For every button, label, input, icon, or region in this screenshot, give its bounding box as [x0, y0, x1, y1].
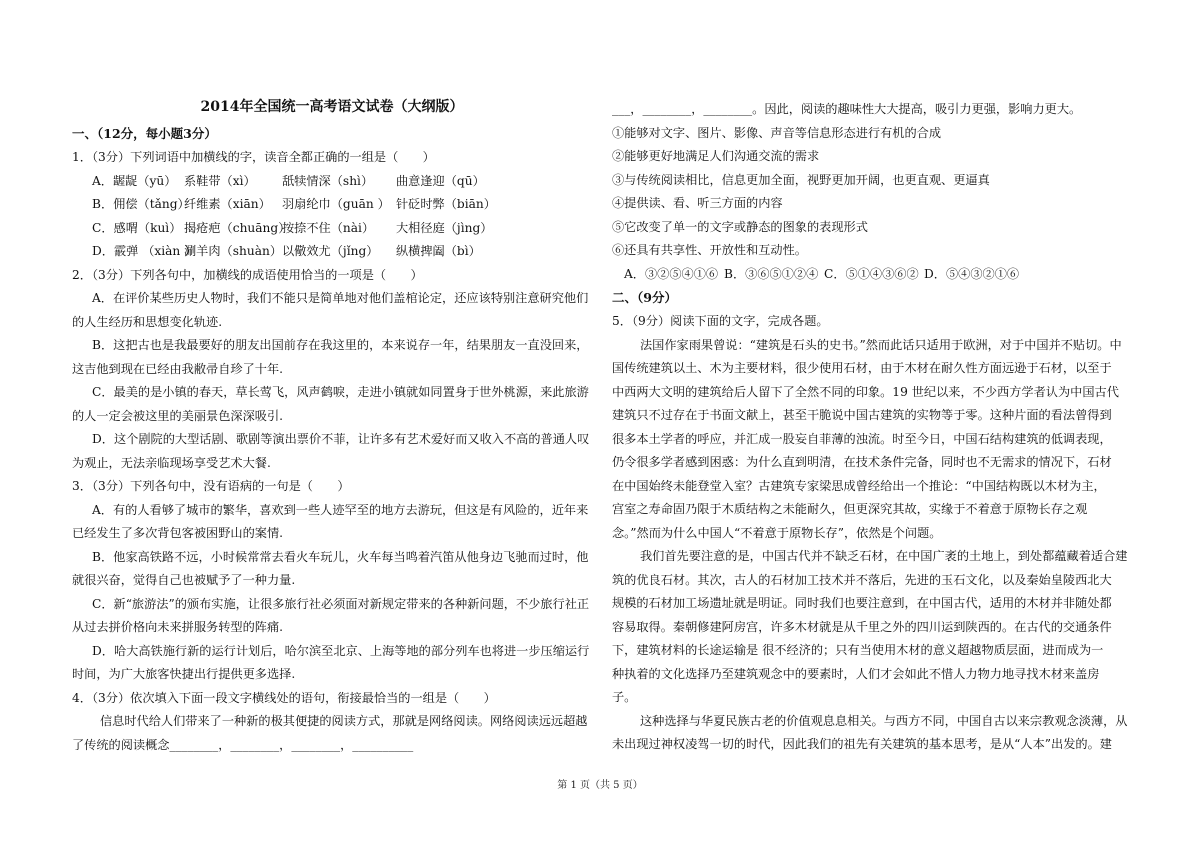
passage-para1-line: 仍令很多学者感到困惑：为什么直到明清，在技术条件完备，同时也不无需求的情况下，石材 — [612, 455, 1112, 469]
passage-para1-line: 念。”然而为什么中国人“不着意于原物长存”，依然是个问题。 — [612, 525, 942, 540]
left-column — [72, 98, 592, 757]
q3-option-d-line2: 时间，为广大旅客快捷出行提供更多选择. — [72, 667, 296, 681]
q4-passage-line2: 了传统的阅读概念________，________，________，__________ — [72, 737, 414, 752]
q4-choices: A．③②⑤④①⑥ B．③⑥⑤①②④ C．⑤①④③⑥② D．⑤④③②①⑥ — [624, 266, 1020, 281]
q1-option-c: C．感喟（kuì） 揭疮疤（chuāng）按捺不住（nài） 大相径庭（jìng） — [92, 220, 493, 235]
page-title: 2014年全国统一高考语文试卷（大纲版） — [200, 99, 464, 115]
section-1-heading: 一、（12分，每小题3分） — [72, 126, 217, 141]
q2-option-c-line2: 的人一定会被这里的美丽景色深深吸引. — [72, 408, 284, 423]
passage-para1-line: 宫室之寿命固乃限于木质结构之未能耐久，但更深究其故，实缘于不着意于原物长存之观 — [612, 502, 1088, 516]
q4-stem: 4．（3分）依次填入下面一段文字横线处的语句，衔接最恰当的一组是（ ） — [72, 690, 496, 705]
passage-para2-line: 我们首先要注意的是，中国古代并不缺乏石材，在中国广袤的土地上，到处都蕴藏着适合建 — [640, 549, 1128, 563]
q4-item-2: ②能够更好地满足人们沟通交流的需求 — [612, 149, 820, 163]
q4-item-3: ③与传统阅读相比，信息更加全面，视野更加开阔，也更直观、更逼真 — [612, 172, 990, 187]
passage-para1-line: 建筑只不过存在于书面文献上，甚至干脆说中国古建筑的实物等于零。这种片面的看法曾得到 — [612, 408, 1112, 422]
page-footer: 第 1 页（共 5 页） — [557, 780, 643, 791]
passage-para1-line: 很多本土学者的呼应，并汇成一股妄自菲薄的浊流。时至今日，中国石结构建筑的低调表现， — [612, 431, 1112, 446]
q5-stem: 5．（9分）阅读下面的文字，完成各题。 — [612, 314, 829, 328]
q3-stem: 3．（3分）下列各句中，没有语病的一句是（ ） — [72, 479, 350, 493]
q4-item-1: ①能够对文字、图片、影像、声音等信息形态进行有机的合成 — [612, 125, 942, 140]
section-2-heading: 二、（9分） — [612, 290, 677, 305]
q4-passage-continued: ___，________，________。因此，阅读的趣味性大大提高，吸引力更强，影响力更大。 — [612, 102, 1082, 116]
q3-option-a-line2: 已经发生了多次背包客被困野山的案情. — [72, 526, 284, 540]
q2-option-a-line2: 的人生经历和思想变化轨迹. — [72, 314, 223, 329]
passage-para3-line: 这种选择与华夏民族古老的价值观息息相关。与西方不同，中国自古以来宗教观念淡薄，从 — [640, 713, 1128, 728]
q3-option-b-line1: B．他家高铁路不远，小时候常常去看火车玩儿，火车每当鸣着汽笛从他身边飞驰而过时，他 — [92, 549, 589, 564]
q2-option-a-line1: A．在评价某些历史人物时，我们不能只是简单地对他们盖棺论定，还应该特别注意研究他们 — [92, 291, 589, 305]
q4-item-6: ⑥还具有共享性、开放性和互动性。 — [612, 243, 807, 257]
q3-option-b-line2: 就很兴奋，觉得自己也被赋予了一种力量. — [72, 573, 296, 587]
q1-option-d: D．霰弹 （xiàn ）涮羊肉（shuàn）以儆效尤（jǐng） 纵横捭阖（bì） — [92, 244, 481, 258]
q3-option-a-line1: A．有的人看够了城市的繁华，喜欢到一些人迹罕至的地方去游玩，但这是有风险的，近年来 — [92, 502, 589, 517]
q2-option-b-line1: B．这把古也是我最要好的朋友出国前存在我这里的，本来说存一年，结果朋友一直没回来， — [92, 338, 589, 352]
right-column — [612, 98, 1132, 757]
q3-option-c-line1: C．新“旅游法”的颁布实施，让很多旅行社必须面对新规定带来的各种新问题，不少旅行社正 — [92, 596, 590, 611]
passage-para1-line: 在中国始终未能登堂入室？古建筑专家梁思成曾经给出一个推论：“中国结构既以木材为主， — [612, 478, 1106, 493]
passage-para2-line: 规模的石材加工场遗址就是明证。同时我们也要注意到，在中国古代，适用的木材并非随处都 — [612, 596, 1112, 610]
passage-para2-line: 容易取得。秦朝修建阿房宫，许多木材就是从千里之外的四川运到陕西的。在古代的交通条件 — [612, 619, 1112, 634]
passage-para2-line: 下，建筑材料的长途运输是 很不经济的；只有当使用木材的意义超越物质层面，进而成为一 — [612, 643, 1104, 657]
q2-stem: 2．（3分）下列各句中，加横线的成语使用恰当的一项是（ ） — [72, 267, 423, 282]
q4-item-5: ⑤它改变了单一的文字或静态的图象的表现形式 — [612, 219, 868, 234]
q4-passage-line1: 信息时代给人们带来了一种新的极其便捷的阅读方式，那就是网络阅读。网络阅读远远超越 — [100, 714, 588, 728]
passage-para2-line: 种执着的文化选择乃至建筑观念中的要素时，人们才会如此不惜人力物力地寻找木材来盖房 — [612, 666, 1100, 681]
passage-para1-line: 中西两大文明的建筑给后人留下了全然不同的印象。19 世纪以来，不少西方学者认为中国古代 — [612, 384, 1119, 399]
q1-stem: 1．（3分）下列词语中加横线的字，读音全都正确的一组是（ ） — [72, 150, 435, 164]
passage-para2-line: 子。 — [612, 690, 637, 704]
q2-option-c-line1: C．最美的是小镇的春天，草长莺飞，风声鹤唳，走进小镇就如同置身于世外桃源，来此旅游 — [92, 385, 589, 399]
passage-para3-line: 未出现过神权凌驾一切的时代，因此我们的祖先有关建筑的基本思考，是从“人本”出发的。建 — [612, 737, 1112, 751]
q3-option-d-line1: D．哈大高铁施行新的运行计划后，哈尔滨至北京、上海等地的部分列车也将进一步压缩运行 — [92, 643, 590, 658]
q2-option-d-line1: D．这个剧院的大型话剧、歌剧等演出票价不菲，让许多有艺术爱好而又收入不高的普通人叹 — [92, 432, 590, 446]
q4-item-4: ④提供读、看、听三方面的内容 — [612, 196, 783, 210]
q3-option-c-line2: 从过去拼价格向未来拼服务转型的阵痛. — [72, 620, 284, 634]
passage-para1-line: 国传统建筑以土、木为主要材料，很少使用石材，由于木材在耐久性方面远逊于石材，以至于 — [612, 361, 1112, 375]
q2-option-d-line2: 为观止，无法亲临现场享受艺术大餐. — [72, 455, 271, 470]
q2-option-b-line2: 这吉他到现在已经由我敝帚自珍了十年. — [72, 361, 284, 376]
q1-option-a: A．龌龊（yū） 系鞋带（xì） 舐犊情深（shì） 曲意逢迎（qū） — [92, 173, 485, 188]
passage-para1-line: 法国作家雨果曾说：“建筑是石头的史书。”然而此话只适用于欧洲，对于中国并不贴切。中 — [640, 337, 1122, 352]
q1-option-b: B．佣偿（tǎng）纤维素（xiān） 羽扇纶巾（guān ） 针砭时弊（biān） — [92, 197, 496, 211]
passage-para2-line: 筑的优良石材。其次，古人的石材加工技术并不落后，先进的玉石文化，以及秦始皇陵西北大 — [612, 572, 1112, 587]
